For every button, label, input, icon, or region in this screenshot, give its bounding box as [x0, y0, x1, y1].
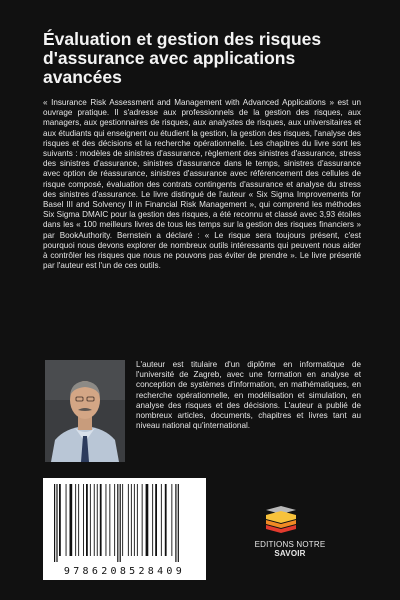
barcode-bars-icon	[52, 484, 197, 562]
barcode-bar	[75, 484, 76, 556]
barcode-bar	[86, 484, 88, 556]
barcode-bar	[134, 484, 135, 556]
barcode-bar	[97, 484, 98, 556]
barcode-bar	[122, 484, 123, 556]
barcode-bar	[152, 484, 153, 556]
barcode-bar	[78, 484, 79, 556]
barcode-bar	[155, 484, 157, 556]
isbn-number: 9786208528409	[63, 566, 186, 577]
barcode-bar	[56, 484, 57, 562]
barcode-bar	[171, 484, 172, 556]
barcode-bar	[70, 484, 73, 556]
isbn-barcode	[43, 478, 206, 580]
barcode-bar	[59, 484, 61, 556]
barcode-bar	[175, 484, 176, 562]
barcode-bar	[120, 484, 121, 562]
book-description: « Insurance Risk Assessment and Management with Advanced Applications » est un ouvrage pratique. Il s'adresse aux professionnels de la gestion des risques, aux managers, aux gestionnaires de risques, aux analystes de risques, aux universitaires et aux étudiants qui enseignent ou étudient la gestion, la gestion des risques, l'analyse des risques et des décisions et la recherche opérationnelle. Les chapitres du livre sont les suivants : modèles de sinistres d'assurance, règlement des sinistres d'assurance, stress des sinistres d'assurance, sinistres d'assurance dans le temps, sinistres d'assurance avec option de réassurance, sinistres d'assurance avec référencement des cellules de risque composé, évaluation des contrats contingents d'assurance et analyse du stress des sinistres d'assurance. Le livre distingué de l'auteur « Six Sigma Improvements for Basel III and Solvency II in Financial Risk Management », qui comprend les méthodes Six Sigma DMAIC pour la gestion des risques, a été reconnu et classé avec 3,93 étoiles dans les « 100 meilleurs livres de tous les temps sur la gestion des risques financiers » par BookAuthority. Bernstein a déclaré : « Le risque sera toujours présent, c'est pourquoi nous devons explorer de nombreux outils intéressants qui peuvent nous aider à contrôler les risques que nous ne pouvons pas éviter de prendre ». Le livre présenté par l'auteur est l'un de ces outils.	[43, 98, 361, 271]
barcode-bar	[90, 484, 91, 556]
barcode-bar	[128, 484, 129, 556]
author-photo	[45, 360, 125, 462]
author-bio: L'auteur est titulaire d'un diplôme en informatique de l'université de Zagreb, avec une formation en analyse et conception de systèmes d'information, en mathématiques, en recherche opérationnelle, en modélisation et simulation, en analyse des risques et des décisions. L'auteur a publié de nombreux articles, documents, chapitres et livres tant au niveau national qu'international.	[136, 360, 361, 431]
publisher-name-light: EDITIONS NOTRE	[254, 540, 326, 549]
book-title: Évaluation et gestion des risques d'assurance avec applications avancées	[43, 29, 322, 87]
barcode-bar	[94, 484, 95, 556]
barcode-bar	[114, 484, 115, 556]
barcode-bar	[161, 484, 162, 556]
barcode-bar	[142, 484, 143, 556]
stacked-books-logo-icon	[262, 506, 300, 534]
barcode-bar	[66, 484, 67, 556]
barcode-bar	[109, 484, 110, 556]
barcode-bar	[83, 484, 84, 556]
author-portrait-icon	[45, 360, 125, 462]
publisher-name	[240, 540, 340, 558]
barcode-bar	[54, 484, 55, 562]
barcode-bar	[131, 484, 132, 556]
barcode-bar	[106, 484, 107, 556]
barcode-bar	[117, 484, 118, 562]
publisher-name-bold: SAVOIR	[274, 549, 306, 558]
barcode-bar	[178, 484, 179, 562]
barcode-bar	[137, 484, 138, 556]
barcode-bar	[100, 484, 102, 556]
barcode-bar	[146, 484, 149, 556]
barcode-bar	[165, 484, 167, 556]
